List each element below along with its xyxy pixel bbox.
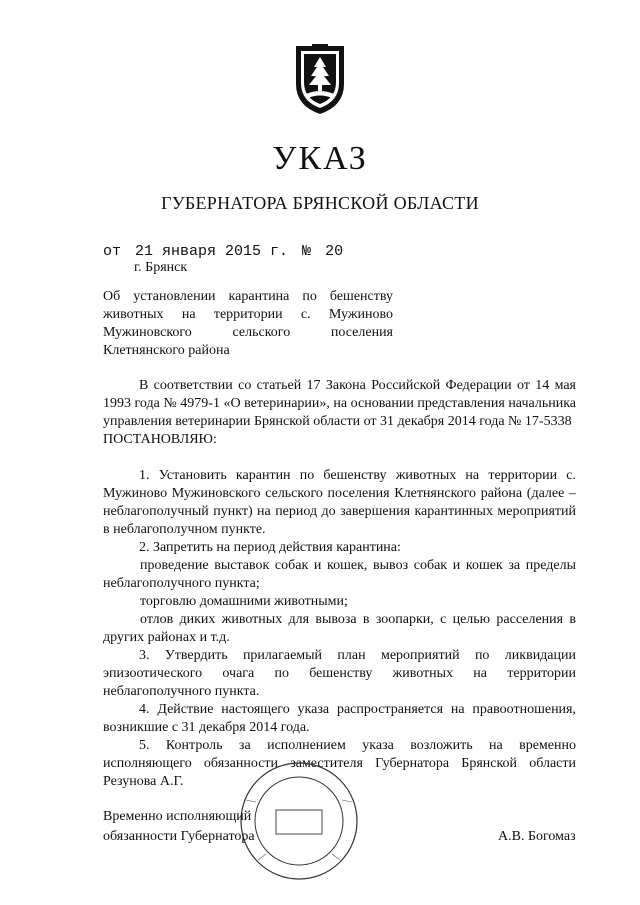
item-3: 3. Утвердить прилагаемый план мероприятий по ликвидации эпизоотического очага по бешенству животных на территории неблагополучного пункта. — [103, 648, 576, 699]
signature-name: А.В. Богомаз — [498, 829, 576, 844]
dateline — [103, 243, 348, 260]
dateline-date: 21 января 2015 г. — [135, 243, 289, 260]
official-stamp-icon — [238, 760, 360, 882]
item-2a: проведение выставок собак и кошек, вывоз собак и кошек за пределы неблагополучного пункта; — [103, 558, 576, 591]
item-2b: торговлю домашними животными; — [140, 594, 348, 609]
preamble-paragraph: В соответствии со статьей 17 Закона Российской Федерации от 14 мая 1993 года № 4979-1 «О ветеринарии», на основании представления начальника управления ветеринарии Брянской области от 31 декабря 2014 года № 17-5338 — [103, 378, 576, 429]
dateline-city: г. Брянск — [134, 260, 188, 275]
dateline-number: 20 — [325, 243, 344, 260]
document-subtitle: ГУБЕРНАТОРА БРЯНСКОЙ ОБЛАСТИ — [161, 193, 479, 213]
item-2: 2. Запретить на период действия карантина: — [139, 540, 401, 555]
decree-items — [103, 467, 576, 791]
document-body — [103, 377, 576, 449]
document-subject: Об установлении карантина по бешенству животных на территории с. Мужиново Мужиновского сельского поселения Клетнянского района — [103, 289, 393, 358]
coat-of-arms-icon — [292, 42, 348, 116]
dateline-prefix: от — [103, 243, 122, 260]
item-2c: отлов диких животных для вывоза в зоопарки, с целью расселения в других районах и т.д. — [103, 612, 576, 645]
dateline-number-sign: № — [302, 243, 312, 260]
item-1: 1. Установить карантин по бешенству животных на территории с. Мужиново Мужиновского сельского поселения Клетнянского района (далее – неблагополучный пункт) на период до завершения карантинных мероприятий в неблагополучном пункте. — [103, 468, 576, 537]
signature-position-line2: обязанности Губернатора — [103, 829, 255, 844]
item-5: 5. Контроль за исполнением указа возложить на временно исполняющего обязанности заместителя Губернатора Брянской области Резунова А.Г. — [103, 738, 576, 789]
decree-word: ПОСТАНОВЛЯЮ: — [103, 432, 217, 447]
signature-position — [103, 807, 255, 847]
item-4: 4. Действие настоящего указа распространяется на правоотношения, возникшие с 31 декабря 2014 года. — [103, 702, 576, 735]
document-title: УКАЗ — [272, 140, 368, 177]
signature-position-line1: Временно исполняющий — [103, 809, 252, 824]
